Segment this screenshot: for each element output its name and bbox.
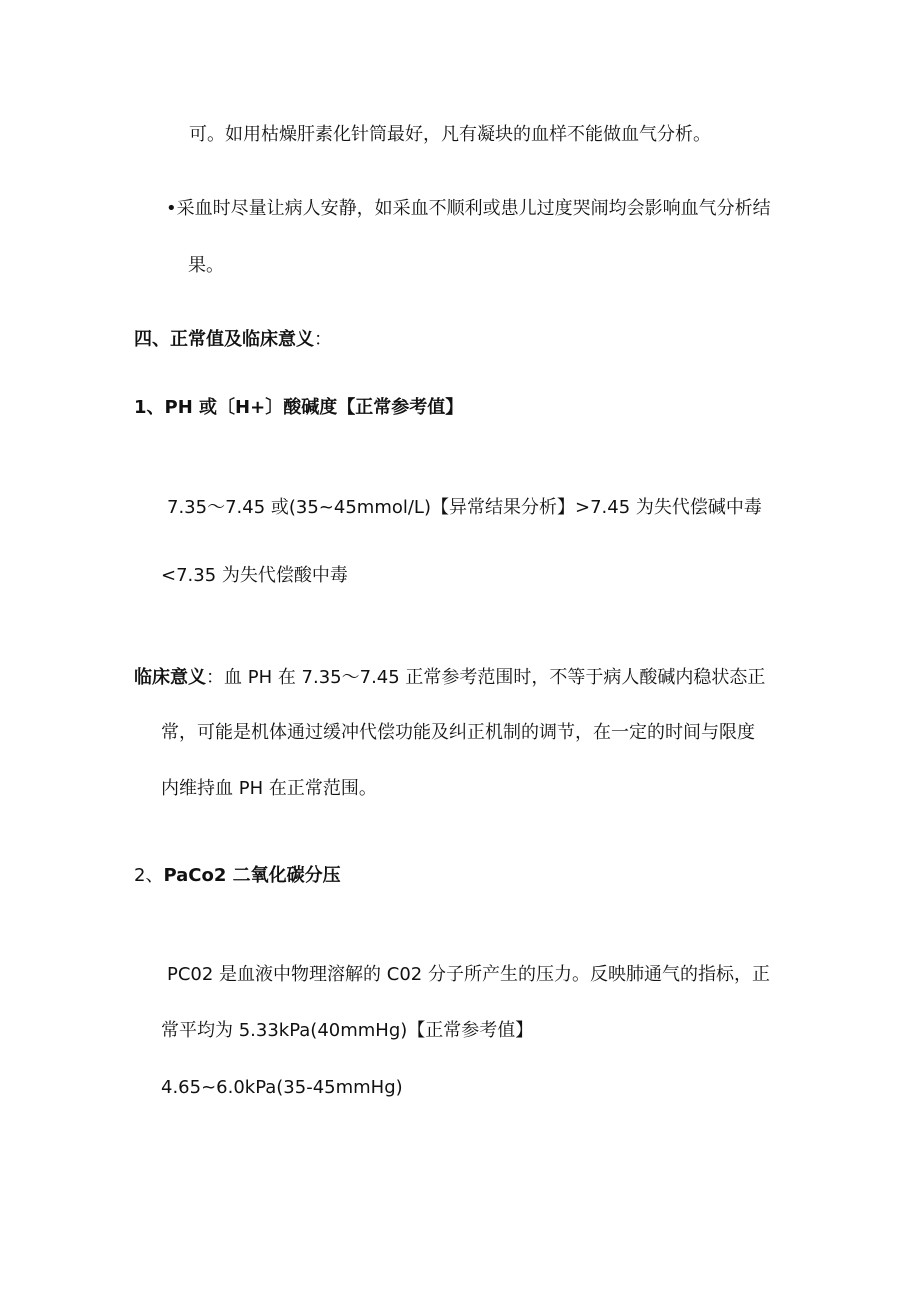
bullet-line: •采血时尽量让病人安静，如采血不顺利或患儿过度哭闹均会影响血气分析结: [166, 198, 771, 219]
paragraph-line: 7.35～7.45 或(35~45mmol/L)【异常结果分析】>7.45 为失代偿碱中毒: [167, 497, 762, 518]
item-heading: 1、PH 或〔H+〕酸碱度【正常参考值】: [134, 397, 464, 418]
paragraph-line: <7.35 为失代偿酸中毒: [161, 565, 348, 586]
paragraph-line: 常平均为 5.33kPa(40mmHg)【正常参考值】: [161, 1020, 534, 1041]
clinical-meaning-line: [134, 666, 765, 690]
section-heading-colon: ：: [314, 329, 332, 350]
paragraph-line: 4.65~6.0kPa(35-45mmHg): [161, 1077, 403, 1098]
item-heading: [134, 864, 341, 888]
section-heading-text: 四、正常值及临床意义: [134, 329, 314, 350]
paragraph-line: 可。如用枯燥肝素化针筒最好，凡有凝块的血样不能做血气分析。: [189, 124, 711, 145]
paragraph-line: 内维持血 PH 在正常范围。: [161, 778, 377, 799]
paragraph-line: 常，可能是机体通过缓冲代偿功能及纠正机制的调节，在一定的时间与限度: [161, 722, 755, 743]
clinical-meaning-label: 临床意义: [134, 667, 206, 688]
item-heading-title: PaCo2 二氧化碳分压: [163, 865, 341, 886]
clinical-meaning-text: ：血 PH 在 7.35～7.45 正常参考范围时，不等于病人酸碱内稳状态正: [206, 667, 766, 688]
paragraph-line: 果。: [188, 255, 224, 276]
section-heading: [134, 328, 332, 352]
item-heading-number: 2、: [134, 865, 164, 886]
paragraph-line: PC02 是血液中物理溶解的 C02 分子所产生的压力。反映肺通气的指标，正: [167, 964, 770, 985]
